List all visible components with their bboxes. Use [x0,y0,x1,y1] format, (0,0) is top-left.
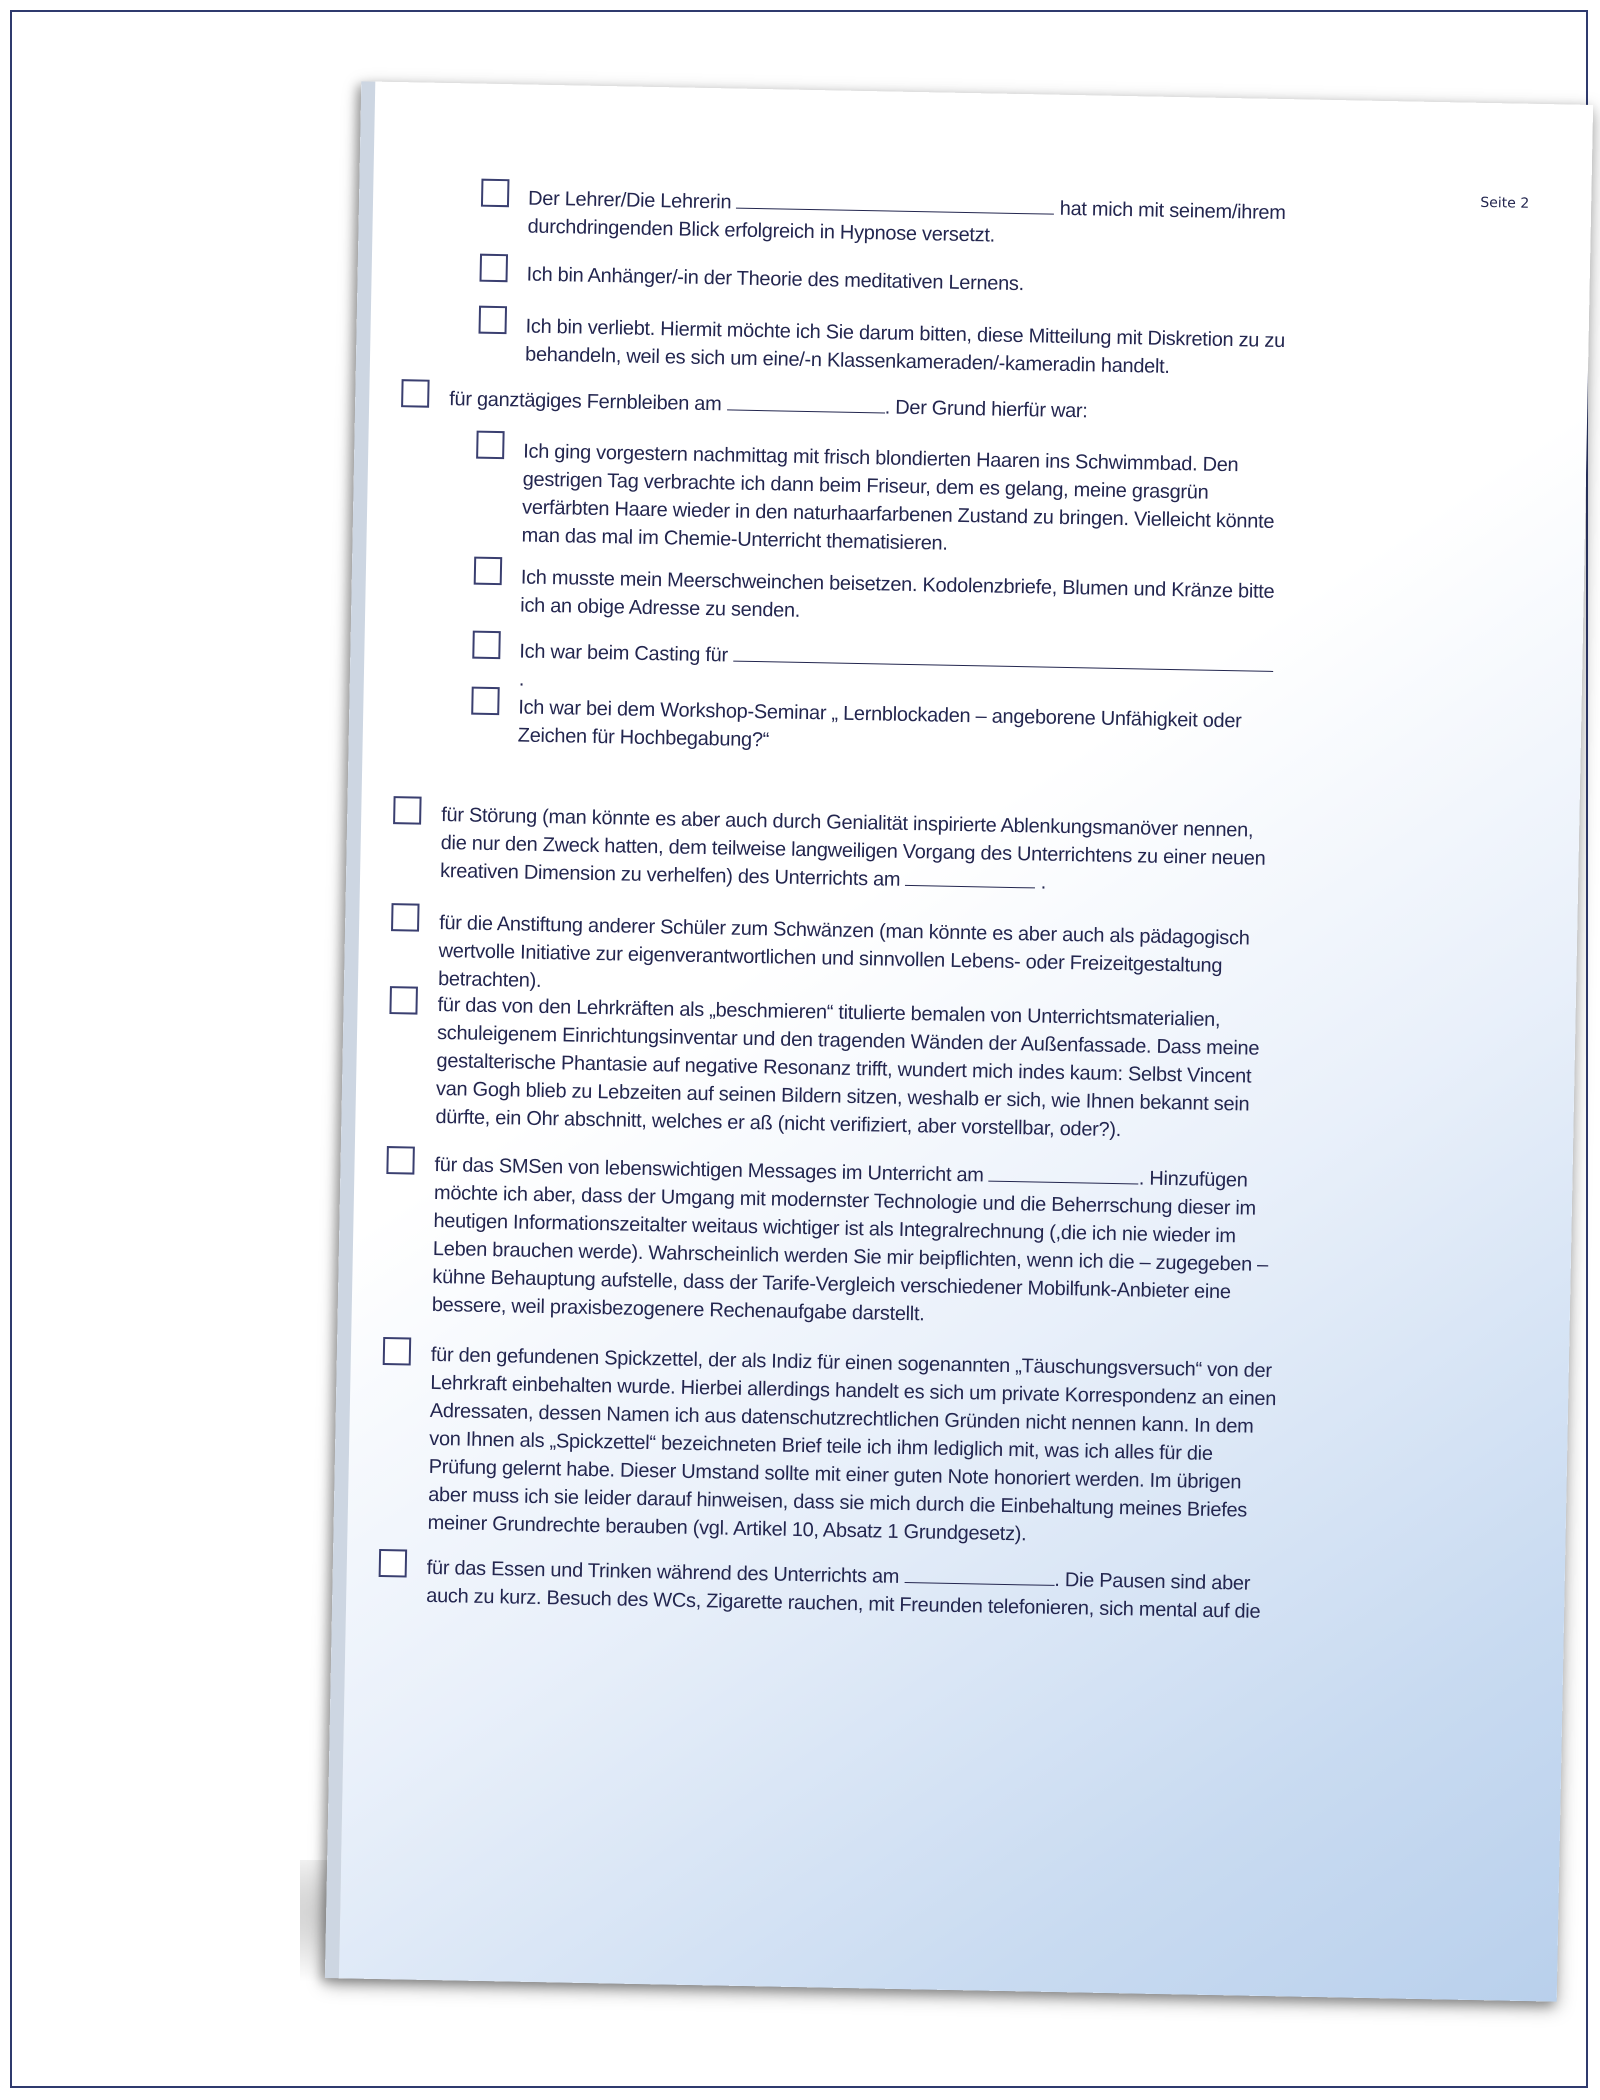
checkbox-workshop[interactable] [471,687,500,716]
checkbox-essen[interactable] [379,1549,408,1578]
casting-field[interactable] [733,643,1273,672]
option-essen [426,1554,1277,1626]
option-smsen [432,1151,1285,1335]
checkbox-meerschweinchen[interactable] [474,557,503,586]
option-casting-text-before: Ich war beim Casting für [519,640,729,667]
option-fernbleiben-text-after: . Der Grund hierfür war: [884,396,1088,423]
option-stoerung [440,801,1281,901]
option-essen-text-before: für das Essen und Trinken während des Unterrichts am [426,1556,900,1588]
disturbance-date-field[interactable] [905,867,1035,888]
option-lehrer-text-before: Der Lehrer/Die Lehrerin [527,187,732,214]
option-schwimmbad-text: Ich ging vorgestern nachmittag mit frisch blondierten Haaren ins Schwimmbad. Den gestrigen Tag verbrachte ich dann beim Friseur, dem es gelang, meine grasgrün verfärbten Haare wieder in den naturhaarfarbenen Zustand zu bringen. Vielleicht könnte man das mal im Chemie-Unterricht thematisieren. [521,440,1275,555]
checkbox-lehrer[interactable] [481,179,510,208]
option-casting-text-after: . [518,668,525,691]
checkbox-smsen[interactable] [386,1146,415,1175]
option-meerschweinchen [520,564,1281,635]
checkbox-schwimmbad[interactable] [476,431,505,460]
checkbox-anstiftung[interactable] [391,903,420,932]
option-anhaenger [526,261,1286,304]
option-anhaenger-text: Ich bin Anhänger/-in der Theorie des meditativen Lernens. [526,263,1025,296]
teacher-name-field[interactable] [736,190,1054,215]
document-page [325,81,1593,2001]
option-schwimmbad [521,438,1283,565]
checkbox-beschmieren[interactable] [389,986,418,1015]
checkbox-spickzettel[interactable] [383,1337,412,1366]
eating-date-field[interactable] [904,1564,1054,1586]
option-verliebt-text: Ich bin verliebt. Hiermit möchte ich Sie darum bitten, diese Mitteilung mit Diskretion zu zu behandeln, weil es sich um eine/-n Klassenkameraden/-kameradin handelt. [524,315,1286,378]
option-smsen-text-after: . Hinzufügen möchte ich aber, dass der Umgang mit modernster Technologie und die Beherrschung dieser im heutigen Informationszeitalter weitaus wichtiger ist als Integralrechnung (,die ich nie wieder im Leben brauchen werde). Wahrscheinlich werden Sie mir beipflichten, wenn ich die – zugegeben – kühne Behauptung aufstelle, dass der Tarife-Vergleich verschiedener Mobilfunk-Anbieter eine bessere, weil praxisbezogenere Rechenaufgabe darstellt. [431,1167,1269,1326]
checkbox-anhaenger[interactable] [479,254,508,283]
option-meerschweinchen-text: Ich musste mein Meerschweinchen beisetzen. Kodolenzbriefe, Blumen und Kränze bitte ich an obige Adresse zu senden. [520,566,1275,622]
option-verliebt [525,313,1291,384]
absence-date-field[interactable] [727,391,885,413]
option-lehrer-text-after: hat mich mit seinem/ihrem [1059,197,1286,225]
option-anstiftung-text: für die Anstiftung anderer Schüler zum Schwänzen (man könnte es aber auch als pädagogisch wertvolle Initiative zur eigenverantwortlichen und sinnvollen Lebens- oder Freizeitgestaltung betrachten). [437,912,1250,992]
option-stoerung-text-after: . [1040,871,1047,894]
option-fernbleiben [449,385,1289,429]
option-essen-text-after: . Die Pausen sind aber auch zu kurz. Besuch des WCs, Zigarette rauchen, mit Freunden telefonieren, sich mental auf die [426,1568,1261,1623]
option-lehrer [527,185,1288,256]
page-number: Seite 2 [1480,194,1530,212]
option-beschmieren [435,991,1288,1147]
checkbox-verliebt[interactable] [479,306,508,335]
option-lehrer-text-line2: durchdringenden Blick erfolgreich in Hypnose versetzt. [527,215,996,247]
option-spickzettel-text: für den gefundenen Spickzettel, der als Indiz für einen sogenannten „Täuschungsversuch“ von der Lehrkraft einbehalten wurde. Hierbei allerdings handelt es sich um private Korrespondenz an einen Adressaten, dessen Namen ich aus datenschutzrechtlichen Gründen nicht nennen kann. In dem von Ihnen als „Spickzettel“ bezeichneten Brief teile ich ihm lediglich mit, was ich alles für die Prüfung gelernt habe. Dieser Umstand sollte mit einer guten Note honoriert werden. Im übrigen aber muss ich sie leider darauf hinweisen, dass sie mich durch die Einbehaltung meines Briefes meiner Grundrechte berauben (vgl. Artikel 10, Absatz 1 Grundgesetz). [427,1343,1277,1546]
checkbox-stoerung[interactable] [393,796,422,825]
checkbox-fernbleiben[interactable] [401,379,430,408]
option-spickzettel [427,1341,1281,1553]
option-beschmieren-text: für das von den Lehrkräften als „beschmieren“ titulierte bemalen von Unterrichtsmaterialien, schuleigenem Einrichtungsinventar und den tragenden Wänden der Außenfassade. Dass meine gestalterische Phantasie auf negative Resonanz trifft, wundert mich indes kaum: Selbst Vincent van Gogh blieb zu Lebzeiten auf seinen Bildern sitzen, weshalb er sich, wie Ihnen bekannt sein dürfte, ein Ohr abschnitt, welches er aß (nicht verifiziert, aber vorstellbar, oder?). [435,993,1260,1142]
option-fernbleiben-text-before: für ganztägiges Fernbleiben am [449,388,722,416]
sms-date-field[interactable] [989,1163,1139,1185]
option-stoerung-text-before: für Störung (man könnte es aber auch durch Genialität inspirierte Ablenkungsmanöver nennen, die nur den Zweck hatten, dem teilweise langweiligen Vorgang des Unterrichtens zu einer neuen kreativen Dimension zu verhelfen) des Unterrichts am [439,804,1266,891]
option-smsen-text-before: für das SMSen von lebenswichtigen Messages im Unterricht am [434,1153,984,1187]
option-workshop-text: Ich war bei dem Workshop-Seminar „ Lernblockaden – angeborene Unfähigkeit oder Zeichen für Hochbegabung?“ [517,696,1242,752]
checkbox-casting[interactable] [472,631,501,660]
